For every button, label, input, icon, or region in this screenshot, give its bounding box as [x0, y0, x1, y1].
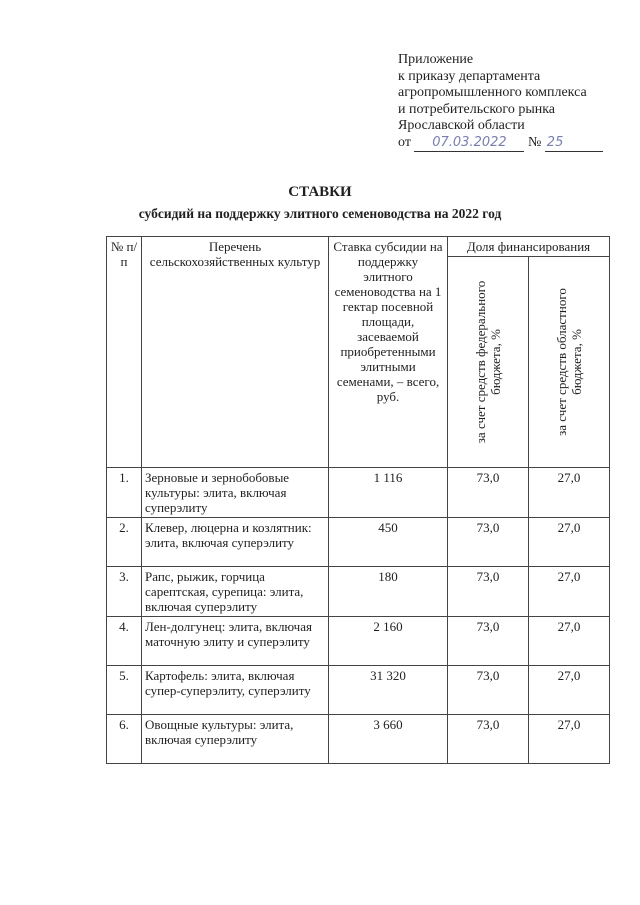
cell-crop: Клевер, люцерна и козлятник: элита, включая суперэлиту — [142, 518, 329, 567]
header-regional-cell — [529, 257, 610, 468]
cell-federal: 73,0 — [448, 715, 529, 764]
cell-num: 2. — [107, 518, 142, 567]
header-federal: за счет средств федерального бюджета, % — [473, 280, 503, 444]
appendix-line: к приказу департамента — [398, 68, 541, 84]
table-row — [107, 567, 610, 617]
cell-rate: 180 — [329, 567, 448, 617]
from-label: от — [398, 134, 411, 150]
cell-federal: 73,0 — [448, 666, 529, 715]
order-number-handwritten: 25 — [545, 135, 603, 153]
cell-regional: 27,0 — [529, 617, 610, 666]
table-row — [107, 518, 610, 567]
table-row — [107, 666, 610, 715]
cell-regional: 27,0 — [529, 567, 610, 617]
document-title: СТАВКИ — [288, 184, 352, 200]
cell-regional: 27,0 — [529, 715, 610, 764]
cell-rate: 2 160 — [329, 617, 448, 666]
header-num: № п/п — [107, 237, 142, 468]
cell-crop: Зерновые и зернобобовые культуры: элита, включая суперэлиту — [142, 468, 329, 518]
appendix-line: Ярославской области — [398, 118, 525, 133]
cell-num: 5. — [107, 666, 142, 715]
cell-rate: 450 — [329, 518, 448, 567]
appendix-block — [398, 52, 628, 152]
cell-regional: 27,0 — [529, 518, 610, 567]
cell-federal: 73,0 — [448, 617, 529, 666]
cell-num: 3. — [107, 567, 142, 617]
cell-num: 6. — [107, 715, 142, 764]
cell-crop: Лен-долгунец: элита, включая маточную элиту и суперэлиту — [142, 617, 329, 666]
cell-federal: 73,0 — [448, 518, 529, 567]
cell-rate: 3 660 — [329, 715, 448, 764]
table-row — [107, 715, 610, 764]
cell-rate: 31 320 — [329, 666, 448, 715]
cell-rate: 1 116 — [329, 468, 448, 518]
number-label: № — [527, 134, 542, 150]
cell-federal: 73,0 — [448, 468, 529, 518]
table-row — [107, 617, 610, 666]
cell-num: 4. — [107, 617, 142, 666]
header-share: Доля финансирования — [448, 237, 610, 257]
header-rate: Ставка субсидии на поддержку элитного семеноводства на 1 гектар посевной площади, засеваемой приобретенными элитными семенами, – всего, руб. — [329, 237, 448, 468]
cell-num: 1. — [107, 468, 142, 518]
cell-crop: Рапс, рыжик, горчица сарептская, сурепица: элита, включая суперэлиту — [142, 567, 329, 617]
header-federal-cell — [448, 257, 529, 468]
cell-crop: Овощные культуры: элита, включая суперэлиту — [142, 715, 329, 764]
subsidy-rates-table — [106, 236, 610, 764]
header-regional: за счет средств областного бюджета, % — [554, 288, 584, 436]
appendix-line: и потребительского рынка — [398, 101, 556, 117]
cell-crop: Картофель: элита, включая супер-суперэлиту, суперэлиту — [142, 666, 329, 715]
cell-regional: 27,0 — [529, 666, 610, 715]
appendix-line: Приложение — [398, 52, 474, 67]
cell-regional: 27,0 — [529, 468, 610, 518]
appendix-line: агропромышленного комплекса — [398, 85, 587, 100]
table-header-row — [107, 237, 610, 257]
header-crops: Перечень сельскохозяйственных культур — [142, 237, 329, 468]
order-date-number-line — [398, 135, 628, 153]
cell-federal: 73,0 — [448, 567, 529, 617]
order-date-handwritten: 07.03.2022 — [414, 135, 524, 153]
table-row — [107, 468, 610, 518]
document-subtitle: субсидий на поддержку элитного семеноводства на 2022 год — [138, 206, 502, 221]
